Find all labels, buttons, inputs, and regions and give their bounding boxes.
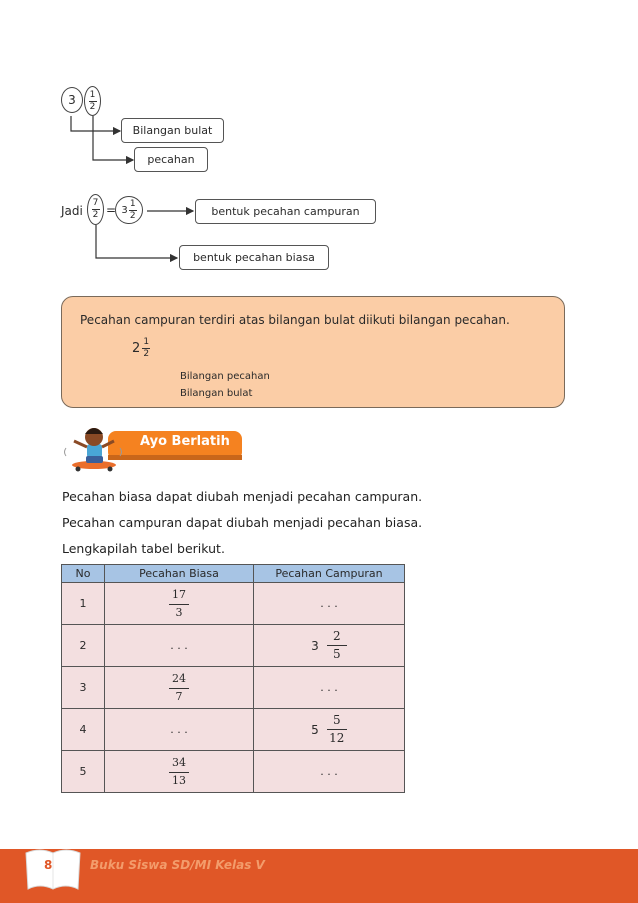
note-label-frac: Bilangan pecahan bbox=[180, 371, 270, 382]
footer-title: Buku Siswa SD/MI Kelas V bbox=[90, 858, 265, 872]
paragraph-1: Pecahan biasa dapat diubah menjadi pecahan campuran. bbox=[62, 489, 423, 504]
table-row bbox=[62, 667, 405, 709]
note-mixed-number: 2 $\frac{1}{2}$ bbox=[132, 337, 150, 359]
header-pecahan-biasa: Pecahan Biasa bbox=[105, 565, 254, 583]
table-row bbox=[62, 583, 405, 625]
label-pecahan: pecahan bbox=[134, 147, 208, 172]
fraction: $\frac{1}{2}$ bbox=[89, 89, 96, 112]
page-number: 8 bbox=[44, 858, 53, 872]
cell-campuran: . . . bbox=[254, 583, 405, 625]
cell-biasa: $\frac{34}{13}$ bbox=[105, 751, 254, 793]
row-no: 3 bbox=[62, 667, 105, 709]
note-label-whole: Bilangan bulat bbox=[180, 388, 253, 399]
mixed-number-circle: 3 $\frac{1}{2}$ bbox=[115, 196, 143, 224]
note-text: Pecahan campuran terdiri atas bilangan bulat diikuti bilangan pecahan. bbox=[80, 313, 510, 327]
header-pecahan-campuran: Pecahan Campuran bbox=[254, 565, 405, 583]
table-row bbox=[62, 625, 405, 667]
label-bilangan-bulat: Bilangan bulat bbox=[121, 118, 224, 143]
line-to-bilangan-bulat bbox=[71, 116, 120, 131]
line-to-biasa bbox=[96, 225, 177, 258]
cell-campuran: . . . bbox=[254, 667, 405, 709]
table-row bbox=[62, 751, 405, 793]
cell-biasa: . . . bbox=[105, 709, 254, 751]
row-no: 1 bbox=[62, 583, 105, 625]
banner-title: Ayo Berlatih bbox=[140, 434, 230, 449]
cell-campuran: 5 5 12 bbox=[254, 709, 405, 751]
jadi-text: Jadi bbox=[61, 204, 83, 218]
ayo-berlatih-banner bbox=[60, 420, 244, 472]
table-row bbox=[62, 709, 405, 751]
label-bentuk-pecahan-biasa: bentuk pecahan biasa bbox=[179, 245, 329, 270]
note-box bbox=[61, 296, 565, 408]
equals-sign: = bbox=[106, 203, 117, 217]
cell-biasa: . . . bbox=[105, 625, 254, 667]
table-header-row bbox=[62, 565, 405, 583]
cell-biasa: $\frac{24}{7}$ bbox=[105, 667, 254, 709]
cell-campuran: 3 2 5 bbox=[254, 625, 405, 667]
row-no: 2 bbox=[62, 625, 105, 667]
improper-fraction-circle: $\frac{7}{2}$ bbox=[87, 194, 104, 225]
row-no: 5 bbox=[62, 751, 105, 793]
fraction-table bbox=[61, 564, 405, 793]
whole-number-circle: 3 bbox=[61, 87, 83, 113]
open-book-icon bbox=[22, 845, 84, 895]
header-no: No bbox=[62, 565, 105, 583]
cell-campuran: . . . bbox=[254, 751, 405, 793]
fraction-circle bbox=[84, 86, 101, 116]
paragraph-2: Pecahan campuran dapat diubah menjadi pecahan biasa. bbox=[62, 515, 423, 530]
label-bentuk-pecahan-campuran: bentuk pecahan campuran bbox=[195, 199, 376, 224]
paragraph-3: Lengkapilah tabel berikut. bbox=[62, 541, 225, 556]
cell-biasa: $\frac{17}{3}$ bbox=[105, 583, 254, 625]
row-no: 4 bbox=[62, 709, 105, 751]
